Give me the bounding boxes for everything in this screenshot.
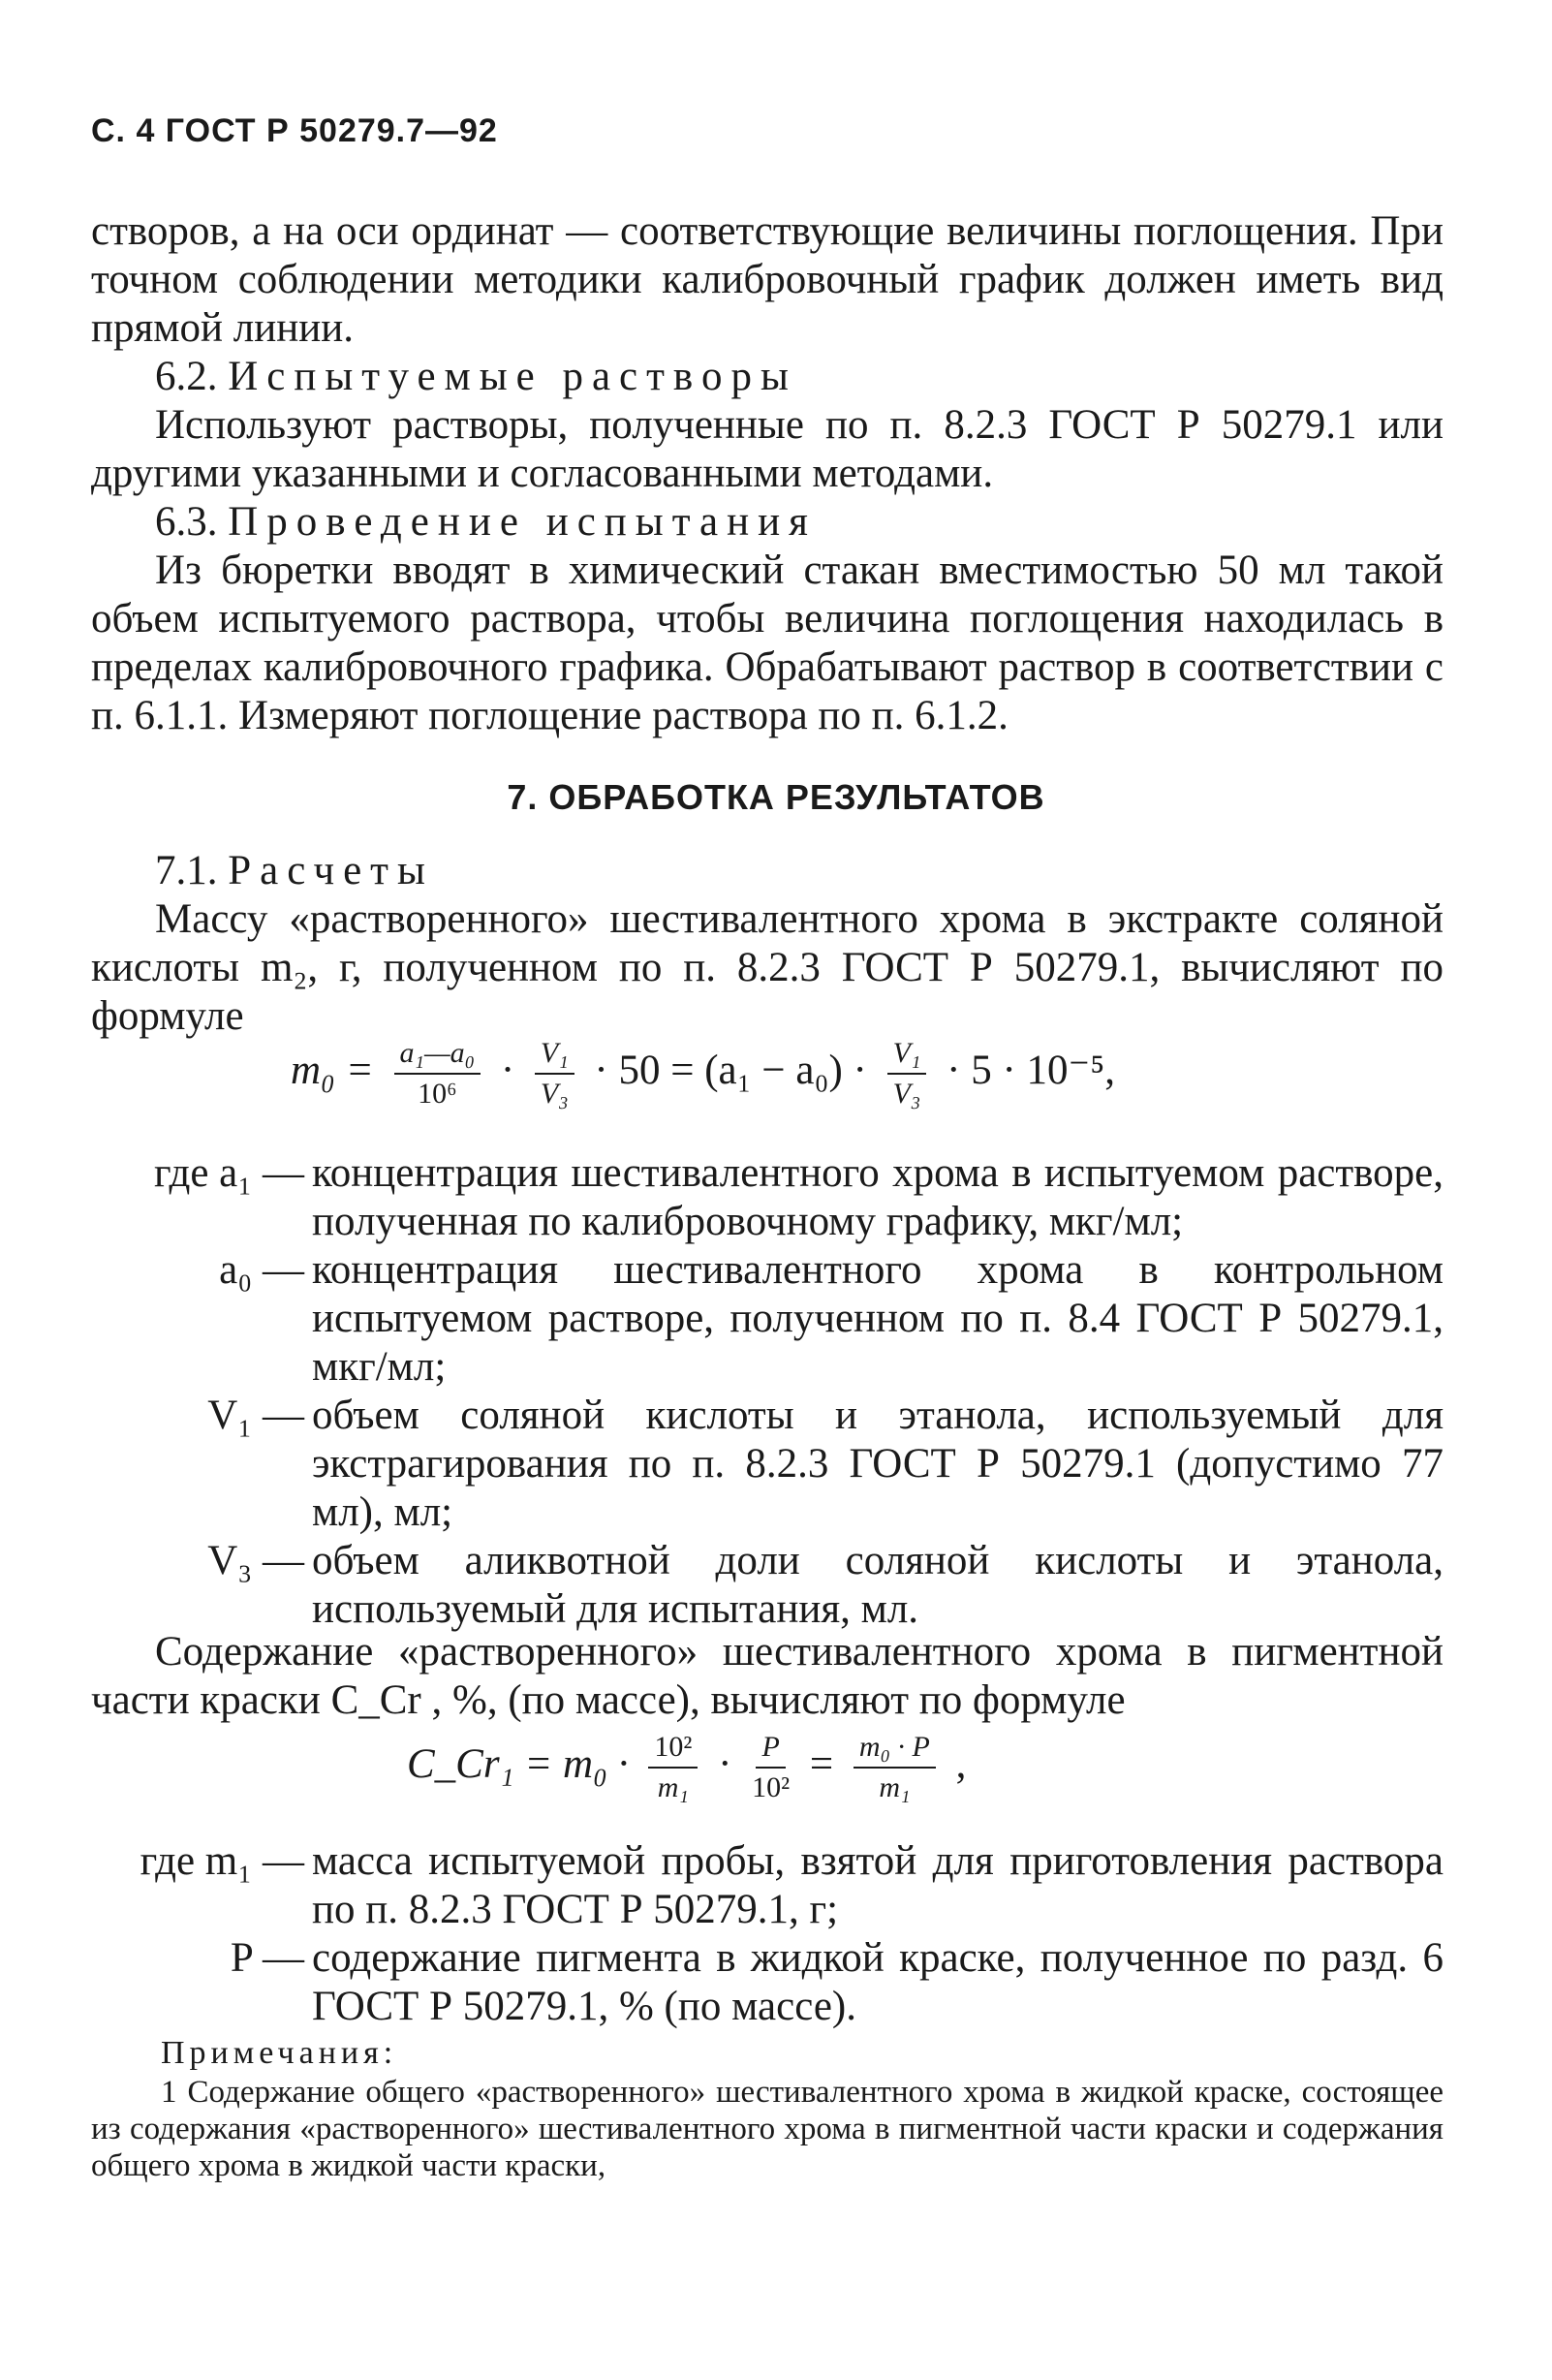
numerator: 10² bbox=[648, 1731, 698, 1769]
multiply-sign: · bbox=[718, 1740, 732, 1787]
definition-a0 bbox=[91, 1246, 1443, 1392]
definitions-list-1 bbox=[91, 1149, 1443, 1634]
definition-text: концентрация шестивалентного хрома в контрольном испытуемом растворе, полученном по п. 8.4 ГОСТ Р 50279.1, мкг/мл; bbox=[312, 1247, 1443, 1390]
section-7-title: 7. ОБРАБОТКА РЕЗУЛЬТАТОВ bbox=[507, 777, 1045, 817]
definitions-list-2 bbox=[91, 1837, 1443, 2031]
note-1: 1 Содержание общего «растворенного» шестивалентного хрома в жидкой краске, состоящее из содержания «растворенного» шестивалентного хрома в пигментной части краски и содержания общего хрома в жидкой части краски, bbox=[91, 2075, 1443, 2183]
definition-symbol: P — bbox=[230, 1935, 304, 1981]
notes-heading: Примечания: bbox=[161, 2035, 398, 2071]
definition-symbol: V₁ — bbox=[207, 1393, 304, 1438]
formula-mass bbox=[291, 1037, 1115, 1111]
definition-text: объем соляной кислоты и этанола, используемый для экстрагирования по п. 8.2.3 ГОСТ Р 50279.1 (допустимо 77 мл), мл; bbox=[312, 1393, 1443, 1535]
definition-text: содержание пигмента в жидкой краске, полученное по разд. 6 ГОСТ Р 50279.1, % (по массе). bbox=[312, 1935, 1443, 2029]
definition-a1 bbox=[91, 1149, 1443, 1246]
formula-tail: · 5 · 10⁻⁵, bbox=[947, 1047, 1115, 1093]
denominator: m₁ bbox=[657, 1771, 689, 1803]
formula-content bbox=[407, 1731, 966, 1804]
definition-v3 bbox=[91, 1537, 1443, 1634]
intro-paragraph: створов, а на оси ординат — соответствующие величины поглощения. При точном соблюдении методики калибровочный график должен иметь вид прямой линии. bbox=[91, 208, 1443, 351]
definition-text: масса испытуемой пробы, взятой для приготовления раствора по п. 8.2.3 ГОСТ Р 50279.1, г; bbox=[312, 1838, 1443, 1932]
fraction bbox=[854, 1731, 936, 1804]
fraction bbox=[752, 1731, 790, 1804]
denominator: 10² bbox=[752, 1771, 791, 1803]
definition-v1 bbox=[91, 1392, 1443, 1537]
definition-symbol: где a₁ — bbox=[153, 1150, 304, 1196]
definition-symbol: V₃ — bbox=[207, 1538, 304, 1583]
numerator: V₁ bbox=[535, 1037, 574, 1075]
numerator: a₁—a₀ bbox=[394, 1037, 481, 1075]
section-title: Испытуемые растворы bbox=[228, 354, 797, 399]
fraction bbox=[648, 1731, 698, 1804]
definition-text: концентрация шестивалентного хрома в испытуемом растворе, полученная по калибровочному графику, мкг/мл; bbox=[312, 1150, 1443, 1244]
definition-symbol: a₀ — bbox=[219, 1247, 304, 1293]
definition-p bbox=[91, 1934, 1443, 2031]
definition-m1 bbox=[91, 1837, 1443, 1934]
denominator: V₃ bbox=[892, 1078, 921, 1110]
section-6-2-heading bbox=[91, 353, 1443, 401]
content-paragraph: Содержание «растворенного» шестивалентного хрома в пигментной части краски C_Cr , %, (по массе), вычисляют по формуле bbox=[91, 1629, 1443, 1723]
definition-symbol: где m₁ — bbox=[140, 1838, 304, 1884]
section-title: Проведение испытания bbox=[228, 499, 817, 545]
section-title: Расчеты bbox=[228, 848, 434, 893]
equals-sign: = bbox=[809, 1740, 834, 1787]
section-number: 7.1. bbox=[155, 848, 218, 893]
denominator: V₃ bbox=[540, 1078, 569, 1110]
fraction bbox=[535, 1037, 574, 1111]
formula-tail: , bbox=[955, 1740, 967, 1787]
section-6-2-text: Используют растворы, полученные по п. 8.2.3 ГОСТ Р 50279.1 или другими указанными и согласованными методами. bbox=[91, 402, 1443, 496]
numerator: m₀ · P bbox=[854, 1731, 936, 1769]
denominator: 10⁶ bbox=[418, 1078, 457, 1110]
numerator: V₁ bbox=[887, 1037, 927, 1075]
section-number: 6.3. bbox=[155, 499, 218, 545]
section-7-1-text: Массу «растворенного» шестивалентного хрома в экстракте соляной кислоты m₂, г, полученном по п. 8.2.3 ГОСТ Р 50279.1, вычисляют по формуле bbox=[91, 896, 1443, 1039]
multiply-sign: · bbox=[500, 1047, 515, 1093]
section-6-3-heading bbox=[91, 498, 1443, 547]
definition-text: объем аликвотной доли соляной кислоты и этанола, используемый для испытания, мл. bbox=[312, 1538, 1443, 1632]
section-number: 6.2. bbox=[155, 354, 218, 399]
formula-lhs: C_Cr₁ = m₀ · bbox=[407, 1740, 629, 1787]
section-7-1-heading bbox=[91, 847, 1443, 895]
numerator: P bbox=[756, 1731, 785, 1769]
formula-middle: · 50 = (a₁ − a₀) · bbox=[594, 1047, 867, 1093]
fraction bbox=[394, 1037, 481, 1111]
section-6-3-text: Из бюретки вводят в химический стакан вместимостью 50 мл такой объем испытуемого раствора, чтобы величина поглощения находилась в пределах калибровочного графика. Обрабатывают раствор в соответствии с п. 6.1.1. Измеряют поглощение раствора по п. 6.1.2. bbox=[91, 548, 1443, 738]
formula-lhs: m₀ = bbox=[291, 1047, 374, 1093]
denominator: m₁ bbox=[879, 1771, 911, 1803]
fraction bbox=[887, 1037, 927, 1111]
page-header: С. 4 ГОСТ Р 50279.7—92 bbox=[91, 112, 498, 149]
